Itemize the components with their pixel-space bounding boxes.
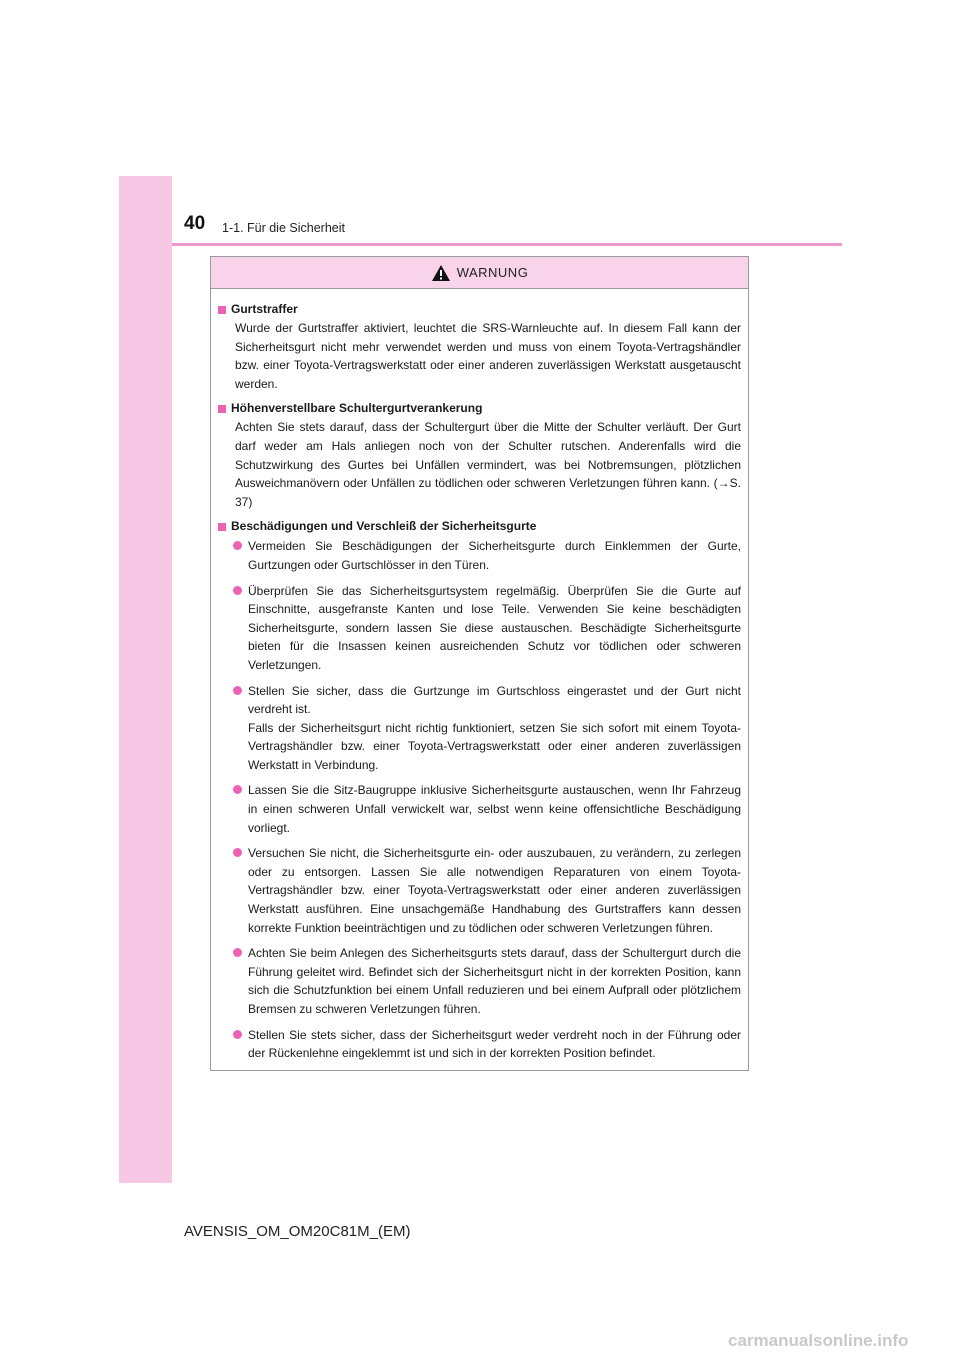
warning-header: [211, 257, 748, 289]
bullet-text: Lassen Sie die Sitz-Baugruppe inklusive Sicherheitsgurte austauschen, wenn Ihr Fahrzeug in einen schweren Unfall verwickelt war, selbst wenn keine offensichtliche Beschädigung vorliegt.: [248, 783, 741, 835]
pink-dot-icon: [233, 848, 242, 857]
list-item: [233, 781, 741, 837]
warning-body: [211, 289, 748, 1063]
pink-square-icon: [218, 306, 226, 314]
pink-dot-icon: [233, 686, 242, 695]
section-schultergurt: [218, 399, 741, 511]
bullet-text: Überprüfen Sie das Sicherheitsgurtsystem regelmäßig. Überprüfen Sie die Gurte auf Einschnitte, ausgefranste Kanten und lose Teile. Verwenden Sie keine beschädigten Sicherheitsgurte, sondern lassen Sie diese austauschen. Beschädigte Sicherheitsgurte bieten für die Insassen keinen ausreichenden Schutz vor tödlichen oder schweren Verletzungen.: [248, 583, 741, 672]
warning-triangle-icon: [431, 264, 451, 282]
list-item: [233, 1026, 741, 1063]
list-item: [233, 944, 741, 1018]
section-heading: Gurtstraffer: [231, 302, 298, 316]
bullet-text: Stellen Sie sicher, dass die Gurtzunge im Gurtschloss eingerastet und der Gurt nicht verdreht ist.: [248, 683, 741, 717]
footer-code: AVENSIS_OM_OM20C81M_(EM): [184, 1223, 411, 1240]
bullet-text: Achten Sie beim Anlegen des Sicherheitsgurts stets darauf, dass der Schultergurt durch die Führung geleitet wird. Befindet sich der Sicherheitsgurt nicht in der korrekten Position, kann sich die Schutzfunktion bei einem Unfall reduzieren und bei einem Aufprall oder plötzlichem Bremsen zu schweren Verletzungen führen.: [248, 946, 741, 1016]
pink-dot-icon: [233, 948, 242, 957]
list-item: [233, 844, 741, 937]
side-band: [119, 176, 172, 1183]
warning-title: WARNUNG: [456, 265, 529, 280]
bullet-text: Versuchen Sie nicht, die Sicherheitsgurte ein- oder auszubauen, zu verändern, zu zerlegen oder zu entsorgen. Lassen Sie alle notwendigen Reparaturen von einem Toyota-Vertragshändler bzw. einer Toyota-Vertragswerkstatt oder einer anderen zuverlässigen Werkstatt ausführen. Eine unsachgemäße Handhabung des Gurtstraffers kann dessen korrekte Funktion beeinträchtigen und zu tödlichen oder schweren Verletzungen führen.: [248, 846, 741, 935]
warning-box: [210, 256, 749, 1071]
section-text: Wurde der Gurtstraffer aktiviert, leuchtet die SRS-Warnleuchte auf. In diesem Fall kann der Sicherheitsgurt nicht mehr verwendet werden und muss von einem Toyota-Vertragshändler bzw. einer Toyota-Vertragswerkstatt oder einer anderen zuverlässigen Werkstatt ausgetauscht werden.: [235, 321, 741, 391]
section-gurtstraffer: [218, 300, 741, 393]
section-title: 1-1. Für die Sicherheit: [222, 221, 345, 235]
bullet-text: Vermeiden Sie Beschädigungen der Sicherheitsgurte durch Einklemmen der Gurte, Gurtzungen oder Gurtschlösser in den Türen.: [248, 539, 741, 572]
header-rule: [172, 243, 842, 246]
page-number: 40: [184, 213, 206, 234]
section-heading: Beschädigungen und Verschleiß der Sicherheitsgurte: [231, 519, 537, 534]
pink-dot-icon: [233, 785, 242, 794]
pink-square-icon: [218, 523, 226, 531]
pink-dot-icon: [233, 586, 242, 595]
list-item: [233, 582, 741, 675]
bullet-text: Stellen Sie stets sicher, dass der Sicherheitsgurt weder verdreht noch in der Führung oder der Rückenlehne eingeklemmt ist und sich in der korrekten Position befindet.: [248, 1027, 741, 1061]
pink-square-icon: [218, 405, 226, 413]
list-item: [233, 682, 741, 775]
watermark[interactable]: carmanualsonline.info: [728, 1331, 909, 1350]
pink-dot-icon: [233, 1030, 242, 1039]
section-beschaedigungen: [218, 517, 741, 1062]
list-item: [233, 537, 741, 574]
section-text: Achten Sie stets darauf, dass der Schultergurt über die Mitte der Schulter verläuft. Der Gurt darf weder am Hals anliegen noch von der Schulter rutschen. Anderenfalls wird die Schutzwirkung des Gurtes bei Unfällen vermindert, was bei Notbremsungen, plötzlichen Ausweichmanövern oder Unfällen zu tödlichen oder schweren Verletzungen führen kann. (→S. 37): [235, 420, 741, 509]
bullet-text: Falls der Sicherheitsgurt nicht richtig funktioniert, setzen Sie sich sofort mit einem Toyota-Vertragshändler bzw. einer Toyota-Vertragswerkstatt oder einer anderen zuverlässigen Werkstatt in Verbindung.: [248, 720, 741, 772]
pink-dot-icon: [233, 541, 242, 550]
section-heading: Höhenverstellbare Schultergurtverankerung: [231, 401, 483, 416]
